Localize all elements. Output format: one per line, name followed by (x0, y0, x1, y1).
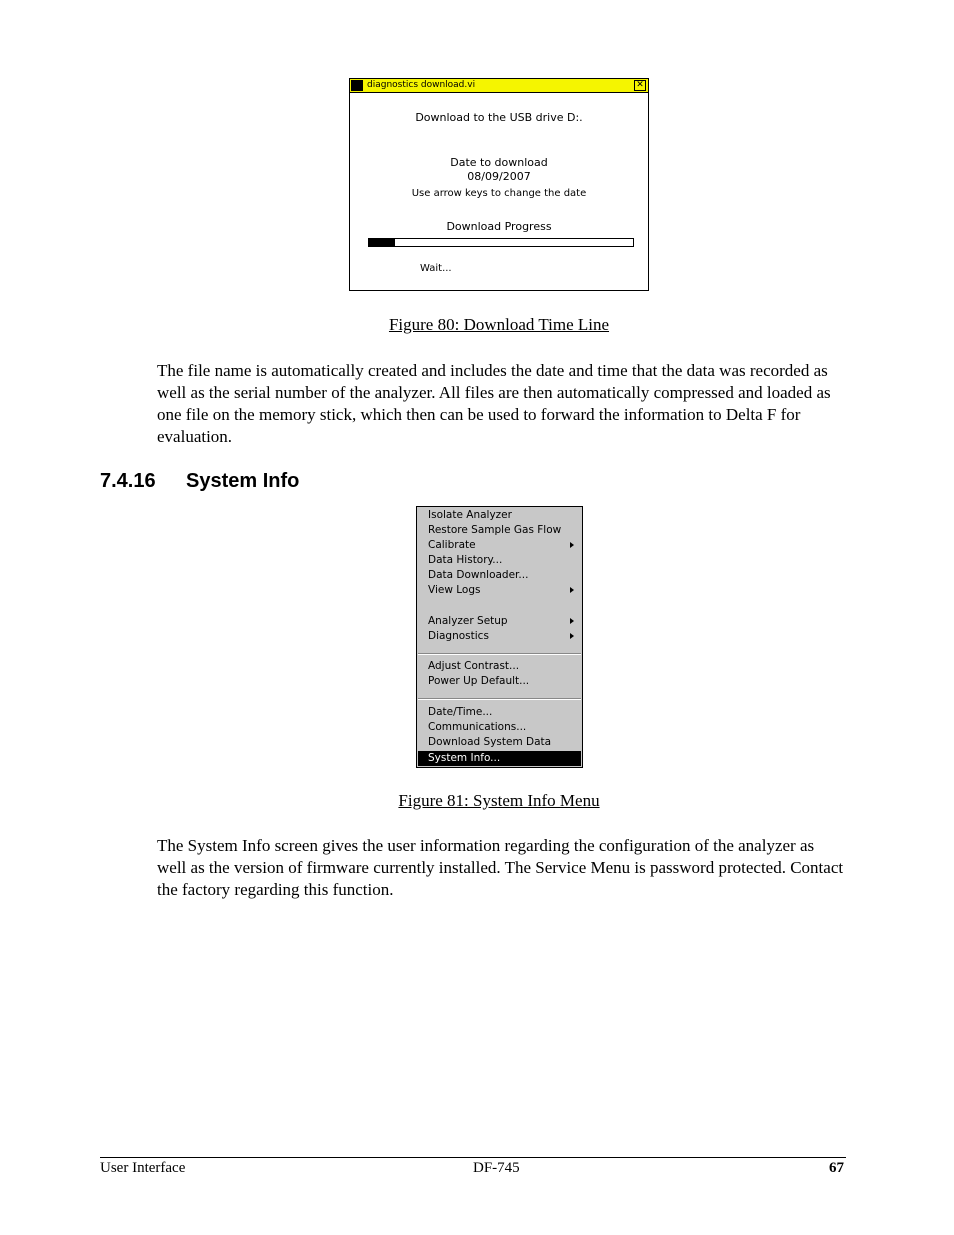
date-value-field[interactable]: 08/09/2007 (467, 170, 531, 183)
progress-bar-fill (369, 239, 395, 246)
date-label: Date to download (450, 156, 548, 169)
menu-item-label: Date/Time... (428, 706, 493, 718)
menu-item-label: Diagnostics (428, 630, 489, 642)
figure-80-caption: Figure 80: Download Time Line (388, 315, 610, 334)
menu-item-download-system-data[interactable] (418, 735, 581, 750)
download-dialog-window (349, 78, 649, 291)
submenu-arrow-icon (570, 633, 574, 639)
footer-rule (100, 1157, 846, 1158)
footer-document-id: DF-745 (473, 1160, 520, 1176)
system-menu (416, 506, 583, 768)
menu-item-data-history[interactable] (418, 553, 581, 568)
body-paragraph-1: The file name is automatically created and includes the date and time that the data was recorded as well as the serial number of the analyzer. All files are then automatically compressed and loaded as one file on the memory stick, which then can be used to forward the information to Delta F for evaluation. (157, 361, 831, 446)
menu-item-label: Download System Data (428, 736, 552, 748)
menu-item-label: View Logs (428, 584, 481, 596)
menu-item-label: Data Downloader... (428, 569, 529, 581)
body-paragraph-2: The System Info screen gives the user information regarding the configuration of the analyzer as well as the version of firmware currently installed. The Service Menu is password protected. Contact the factory regarding this function. (157, 836, 844, 899)
menu-item-analyzer-setup[interactable] (418, 614, 581, 629)
menu-item-label: Isolate Analyzer (428, 509, 512, 521)
menu-item-restore-sample-gas-flow[interactable] (418, 523, 581, 538)
menu-item-power-up-default[interactable] (418, 674, 581, 689)
submenu-arrow-icon (570, 587, 574, 593)
close-icon[interactable]: ✕ (634, 80, 646, 91)
menu-item-label: System Info... (428, 752, 501, 764)
download-progress-bar (368, 238, 634, 247)
section-number: 7.4.16 (100, 470, 156, 492)
menu-item-view-logs[interactable] (418, 583, 581, 598)
section-heading (100, 470, 299, 493)
menu-item-calibrate[interactable] (418, 538, 581, 553)
progress-label: Download Progress (446, 220, 552, 233)
menu-item-label: Adjust Contrast... (428, 660, 520, 672)
menu-item-label: Data History... (428, 554, 503, 566)
window-menu-icon[interactable] (351, 80, 363, 91)
footer-page-number: 67 (829, 1160, 844, 1176)
status-text: Wait... (420, 263, 452, 274)
menu-item-label: Communications... (428, 721, 527, 733)
menu-separator (418, 698, 581, 700)
menu-item-label: Analyzer Setup (428, 615, 508, 627)
date-hint-text: Use arrow keys to change the date (411, 188, 587, 199)
menu-item-date-time[interactable] (418, 705, 581, 720)
menu-item-label: Restore Sample Gas Flow (428, 524, 562, 536)
menu-item-data-downloader[interactable] (418, 568, 581, 583)
submenu-arrow-icon (570, 618, 574, 624)
menu-item-diagnostics[interactable] (418, 629, 581, 644)
figure-81-caption: Figure 81: System Info Menu (398, 791, 600, 810)
submenu-arrow-icon (570, 542, 574, 548)
footer-section-name: User Interface (100, 1160, 186, 1176)
menu-item-label: Power Up Default... (428, 675, 530, 687)
usb-drive-text: Download to the USB drive D:. (415, 111, 583, 124)
dialog-title: diagnostics download.vi (367, 80, 476, 90)
menu-separator (418, 653, 581, 655)
section-title: System Info (186, 470, 300, 492)
menu-item-adjust-contrast[interactable] (418, 659, 581, 674)
menu-item-isolate-analyzer[interactable] (418, 508, 581, 523)
dialog-title-bar (350, 79, 648, 93)
menu-item-system-info[interactable] (418, 751, 581, 766)
menu-item-label: Calibrate (428, 539, 476, 551)
menu-item-communications[interactable] (418, 720, 581, 735)
